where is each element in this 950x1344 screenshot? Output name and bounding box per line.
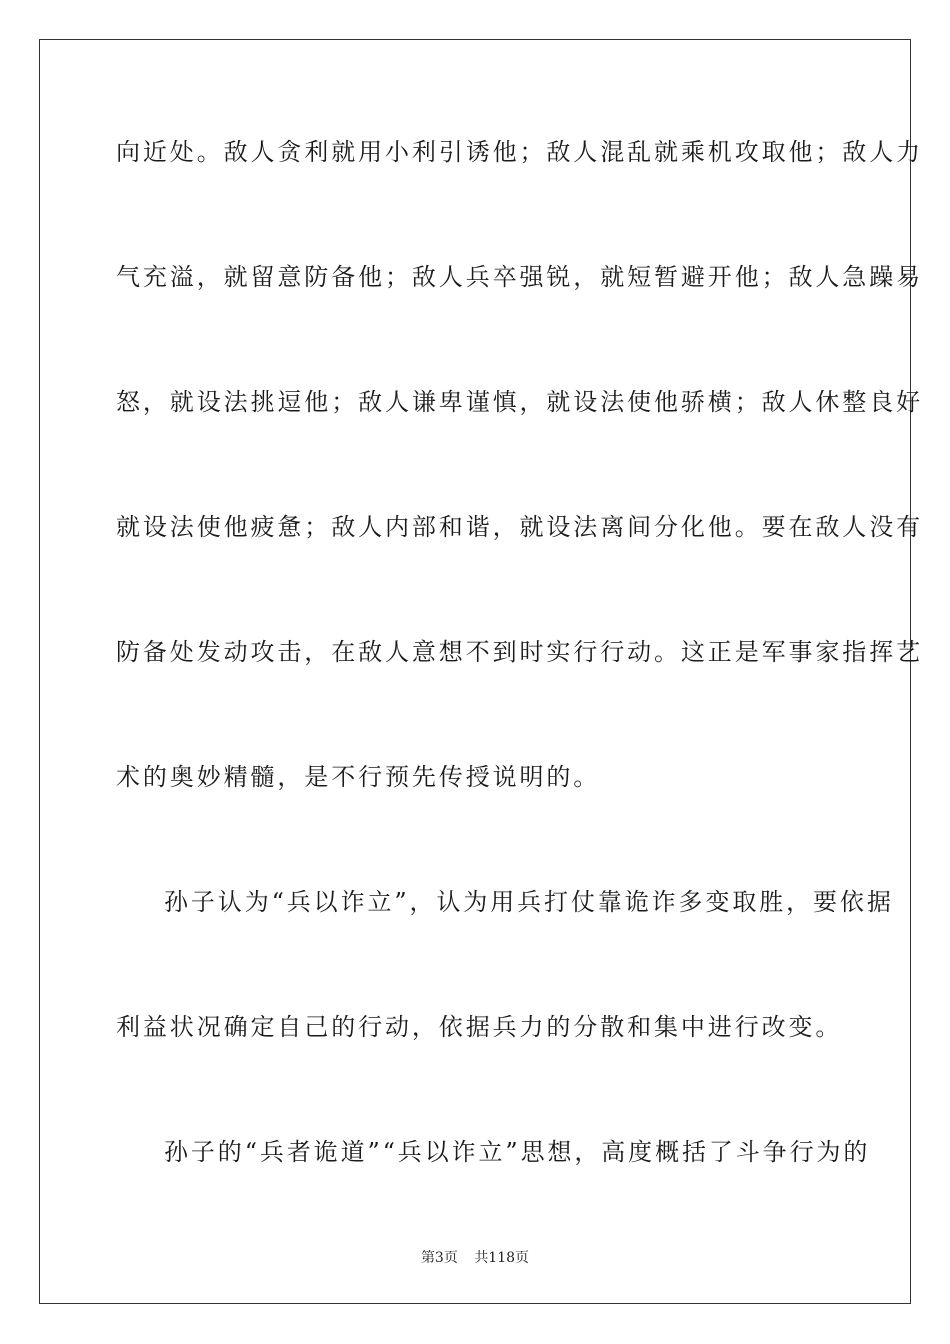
body-line-5: 防备处发动攻击，在敌人意想不到时实行行动。这正是军事家指挥艺: [116, 638, 923, 666]
page-number: 第3页: [420, 1250, 458, 1266]
body-line-1: 向近处。敌人贪利就用小利引诱他；敌人混乱就乘机攻取他；敌人力: [116, 138, 923, 166]
body-line-3: 怒，就设法挑逗他；敌人谦卑谨慎，就设法使他骄横；敌人休整良好: [116, 388, 923, 416]
body-line-7: 孙子认为“兵以诈立”，认为用兵打仗靠诡诈多变取胜，要依据: [164, 888, 894, 916]
body-line-2: 气充溢，就留意防备他；敌人兵卒强锐，就短暂避开他；敌人急躁易: [116, 263, 923, 291]
body-line-9: 孙子的“兵者诡道”“兵以诈立”思想，高度概括了斗争行为的: [164, 1138, 871, 1166]
page-footer: [0, 1249, 950, 1267]
body-line-4: 就设法使他疲惫；敌人内部和谐，就设法离间分化他。要在敌人没有: [116, 513, 923, 541]
body-line-6: 术的奥妙精髓，是不行预先传授说明的。: [116, 763, 601, 791]
page-border: [39, 39, 923, 1304]
body-line-8: 利益状况确定自己的行动，依据兵力的分散和集中进行改变。: [116, 1013, 843, 1041]
total-pages: 共118页: [474, 1250, 530, 1266]
